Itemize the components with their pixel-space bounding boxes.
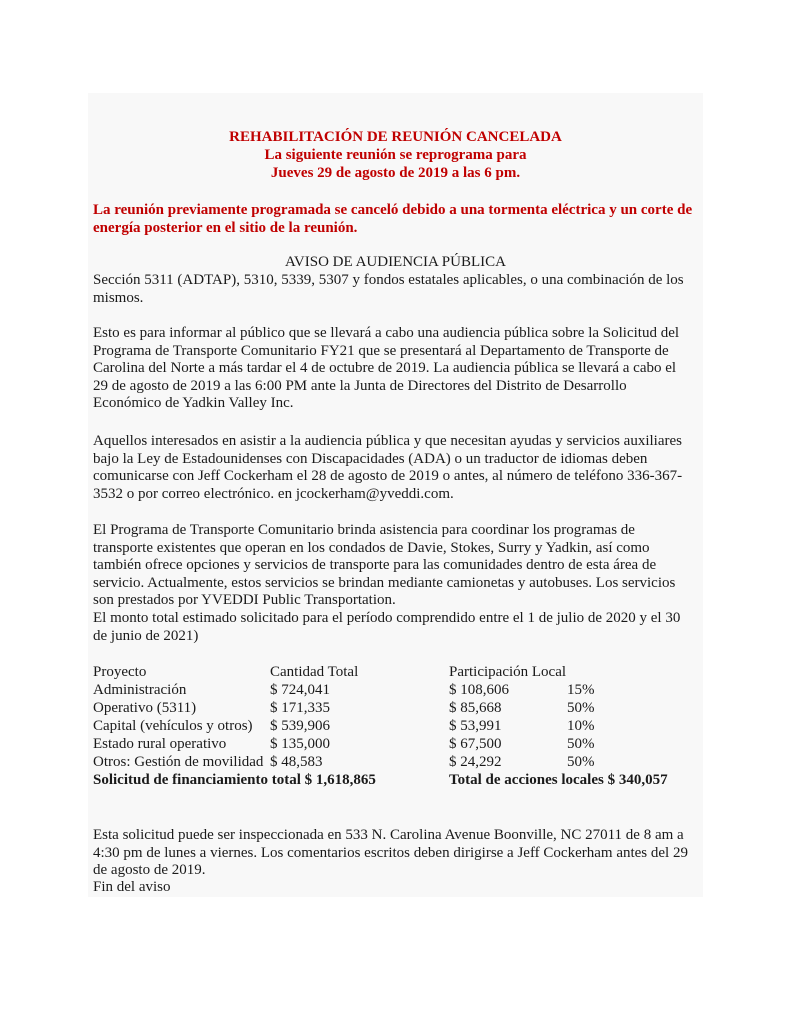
col-local-header: Participación Local — [449, 664, 567, 680]
row-pct: 15% — [567, 682, 595, 698]
total-request: Solicitud de financiamiento total $ 1,618,865 — [93, 772, 376, 788]
paragraph-4: El monto total estimado solicitado para el período comprendido entre el 1 de julio de 2020 y el 30 de junio de 2021) — [93, 610, 681, 644]
table-header — [93, 664, 693, 682]
inspection-text: Esta solicitud puede ser inspeccionada en 533 N. Carolina Avenue Boonville, NC 27011 de 8 am a 4:30 pm de lunes a viernes. Los comentarios escritos deben dirigirse a Jeff Cockerham antes del 29 de agosto de 2019. — [93, 827, 688, 879]
table-row — [93, 718, 693, 736]
notice-subtitle-2: Jueves 29 de agosto de 2019 a las 6 pm. — [270, 165, 521, 181]
paragraph-2: Aquellos interesados en asistir a la audiencia pública y que necesitan ayudas y servicios auxiliares bajo la Ley de Estadounidenses con Discapacidades (ADA) o un traductor de idiomas deben comunicarse con Jeff Cockerham el 28 de agosto de 2019 o antes, al número de teléfono 336-367-3532 o por correo electrónico. en jcockerham@yveddi.com. — [93, 433, 683, 502]
heading: AVISO DE AUDIENCIA PÚBLICA — [285, 254, 506, 270]
row-project: Otros: Gestión de movilidad — [93, 754, 264, 770]
row-local: $ 85,668 — [449, 700, 502, 716]
row-pct: 50% — [567, 736, 595, 752]
row-project: Operativo (5311) — [93, 700, 197, 716]
paragraph-3: El Programa de Transporte Comunitario brinda asistencia para coordinar los programas de transporte existentes que operan en los condados de Davie, Stokes, Surry y Yadkin, así como también ofrece opciones y servicios de transporte para las comunidades dentro de esta área de servicio. Actualmente, estos servicios se brindan mediante camionetas y autobuses. Los servicios son prestados por YVEDDI Public Transportation. — [93, 522, 676, 609]
table-row — [93, 736, 693, 754]
row-local: $ 67,500 — [449, 736, 502, 752]
row-local: $ 53,991 — [449, 718, 502, 734]
row-project: Estado rural operativo — [93, 736, 227, 752]
paragraph-1: Esto es para informar al público que se llevará a cabo una audiencia pública sobre la Solicitud del Programa de Transporte Comunitario FY21 que se presentará al Departamento de Transporte de Carolina del Norte a más tardar el 4 de octubre de 2019. La audiencia pública se llevará a cabo el 29 de agosto de 2019 a las 6:00 PM ante la Junta de Directores del Distrito de Desarrollo Económico de Yadkin Valley Inc. — [93, 325, 680, 412]
cancel-note: La reunión previamente programada se canceló debido a una tormenta eléctrica y un corte de energía posterior en el sitio de la reunión. — [93, 202, 693, 236]
end-of-notice: Fin del aviso — [93, 879, 171, 895]
row-pct: 10% — [567, 718, 595, 734]
table-row — [93, 682, 693, 700]
col-project-header: Proyecto — [93, 664, 147, 680]
row-total: $ 539,906 — [270, 718, 330, 734]
row-pct: 50% — [567, 700, 595, 716]
table-totals — [93, 772, 693, 790]
row-local: $ 24,292 — [449, 754, 502, 770]
row-total: $ 171,335 — [270, 700, 330, 716]
row-pct: 50% — [567, 754, 595, 770]
col-total-header: Cantidad Total — [270, 664, 359, 680]
section-text: Sección 5311 (ADTAP), 5310, 5339, 5307 y fondos estatales aplicables, o una combinación de los mismos. — [93, 272, 684, 306]
table-row — [93, 700, 693, 718]
total-local: Total de acciones locales $ 340,057 — [449, 772, 668, 788]
table-row — [93, 754, 693, 772]
row-project: Capital (vehículos y otros) — [93, 718, 253, 734]
row-total: $ 724,041 — [270, 682, 330, 698]
row-total: $ 135,000 — [270, 736, 330, 752]
notice-subtitle-1: La siguiente reunión se reprograma para — [264, 147, 527, 163]
row-project: Administración — [93, 682, 187, 698]
row-local: $ 108,606 — [449, 682, 509, 698]
row-total: $ 48,583 — [270, 754, 323, 770]
notice-title: REHABILITACIÓN DE REUNIÓN CANCELADA — [229, 129, 562, 145]
